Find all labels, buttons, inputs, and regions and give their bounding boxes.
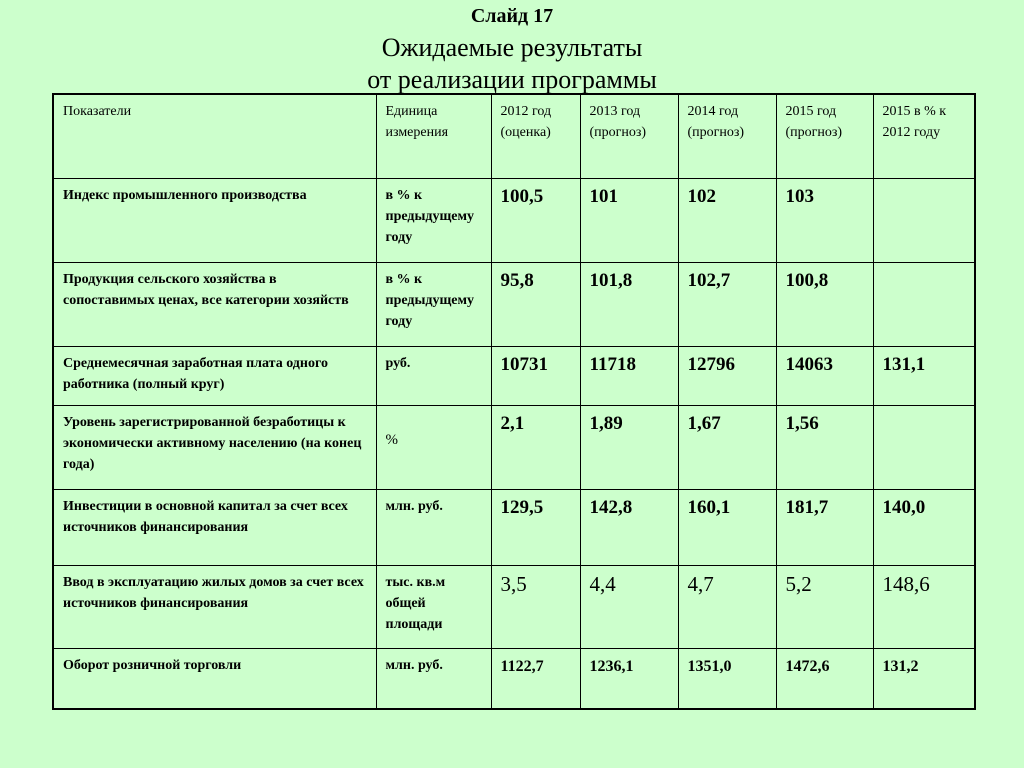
slide-number: Слайд 17 (470, 5, 554, 27)
table-row (53, 263, 975, 347)
value-2014: 1351,0 (678, 649, 776, 709)
table-row (53, 490, 975, 566)
unit-cell: млн. руб. (376, 649, 491, 709)
value-2015: 14063 (776, 347, 873, 406)
value-pct: 131,2 (873, 649, 975, 709)
value-2013: 1,89 (580, 406, 678, 490)
value-pct: 140,0 (873, 490, 975, 566)
value-2015: 100,8 (776, 263, 873, 347)
value-2014: 102 (678, 179, 776, 263)
value-2015: 5,2 (776, 566, 873, 649)
unit-cell: тыс. кв.м общей площади (376, 566, 491, 649)
header-indicator: Показатели (53, 94, 376, 179)
value-2012: 10731 (491, 347, 580, 406)
value-pct: 148,6 (873, 566, 975, 649)
header-pct: 2015 в % к 2012 году (873, 94, 975, 179)
table-row (53, 347, 975, 406)
value-2012: 100,5 (491, 179, 580, 263)
slide-title (0, 32, 1024, 96)
title-line-1: Ожидаемые результаты (381, 33, 643, 62)
table-header-row (53, 94, 975, 179)
indicator-cell: Оборот розничной торговли (53, 649, 376, 709)
value-2013: 1236,1 (580, 649, 678, 709)
table-row (53, 649, 975, 709)
title-line-2: от реализации программы (367, 65, 657, 94)
value-2012: 129,5 (491, 490, 580, 566)
value-2013: 4,4 (580, 566, 678, 649)
value-2014: 102,7 (678, 263, 776, 347)
value-2014: 4,7 (678, 566, 776, 649)
value-pct (873, 263, 975, 347)
table-row (53, 566, 975, 649)
value-2014: 160,1 (678, 490, 776, 566)
value-2015: 103 (776, 179, 873, 263)
header-2012: 2012 год (оценка) (491, 94, 580, 179)
value-2012: 95,8 (491, 263, 580, 347)
value-pct (873, 179, 975, 263)
unit-cell: руб. (376, 347, 491, 406)
indicator-cell: Уровень зарегистрированной безработицы к экономически активному населению (на конец года) (53, 406, 376, 490)
header-2013: 2013 год (прогноз) (580, 94, 678, 179)
indicator-cell: Продукция сельского хозяйства в сопоставимых ценах, все категории хозяйств (53, 263, 376, 347)
indicator-cell: Среднемесячная заработная плата одного работника (полный круг) (53, 347, 376, 406)
table-row (53, 179, 975, 263)
value-2013: 11718 (580, 347, 678, 406)
unit-cell: в % к предыдущему году (376, 263, 491, 347)
value-pct: 131,1 (873, 347, 975, 406)
header-2014: 2014 год (прогноз) (678, 94, 776, 179)
results-table (52, 93, 976, 710)
value-2015: 1,56 (776, 406, 873, 490)
table-row (53, 406, 975, 490)
value-2013: 101,8 (580, 263, 678, 347)
unit-cell: % (376, 406, 491, 490)
value-2012: 2,1 (491, 406, 580, 490)
value-2012: 3,5 (491, 566, 580, 649)
value-2013: 101 (580, 179, 678, 263)
header-2015: 2015 год (прогноз) (776, 94, 873, 179)
unit-cell: в % к предыдущему году (376, 179, 491, 263)
value-2014: 1,67 (678, 406, 776, 490)
value-2013: 142,8 (580, 490, 678, 566)
value-pct (873, 406, 975, 490)
unit-cell: млн. руб. (376, 490, 491, 566)
indicator-cell: Ввод в эксплуатацию жилых домов за счет всех источников финансирования (53, 566, 376, 649)
indicator-cell: Инвестиции в основной капитал за счет всех источников финансирования (53, 490, 376, 566)
value-2014: 12796 (678, 347, 776, 406)
indicator-cell: Индекс промышленного производства (53, 179, 376, 263)
value-2012: 1122,7 (491, 649, 580, 709)
value-2015: 181,7 (776, 490, 873, 566)
header-unit: Единица измерения (376, 94, 491, 179)
value-2015: 1472,6 (776, 649, 873, 709)
